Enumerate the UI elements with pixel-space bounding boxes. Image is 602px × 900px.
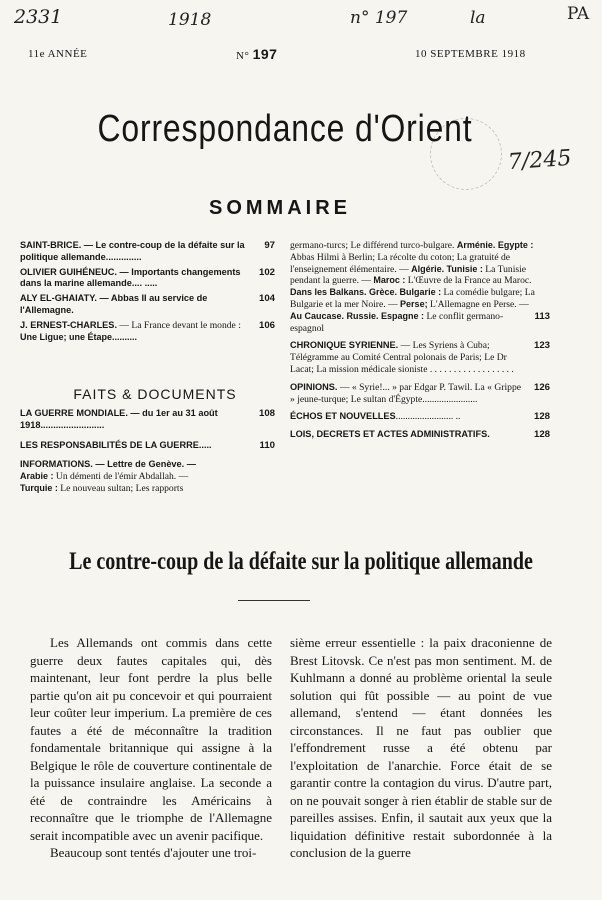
toc-entry-guiheneuc[interactable]: OLIVIER GUIHÉNEUC. — Importants changements dans la marine allemande.... ..... 102 [20, 266, 275, 289]
toc-entry-el-ghaiaty[interactable]: ALY EL-GHAIATY. — Abbas II au service de l'Allemagne. 104 [20, 293, 275, 315]
handwritten-corner-mark: PA [567, 4, 590, 24]
issue-date: 10 SEPTEMBRE 1918 [415, 48, 526, 60]
handwritten-issue-number: n° 197 [350, 8, 408, 28]
toc-left-column [20, 240, 275, 346]
section-heading-faits: FAITS & DOCUMENTS [73, 386, 237, 402]
toc-entry-lois[interactable]: LOIS, DECRETS ET ACTES ADMINISTRATIFS. 128 [290, 429, 550, 441]
toc-entry-informations[interactable]: INFORMATIONS. — Lettre de Genève. — Arabie : Un démenti de l'émir Abdallah. — Turquie : Le nouveau sultan; Les rapports [20, 459, 196, 494]
title-rule [238, 600, 310, 601]
article-column-right [290, 634, 552, 862]
toc-entry-responsabilites[interactable]: LES RESPONSABILITÉS DE LA GUERRE..... 110 [20, 439, 275, 451]
toc-entry-opinions[interactable]: OPINIONS. — « Syrie!... » par Edgar P. Tawil. La « Grippe » jeune-turque; Le sultan d'Égypte....................... 126 [290, 381, 550, 405]
contents-heading: SOMMAIRE [209, 197, 351, 219]
article-paragraph: sième erreur essentielle : la paix draconienne de Brest Litovsk. Ce n'est pas mon sentiment. M. de Kuhlmann a donné au problème oriental la seule solution qui fût possible — au point de vue allemand, s'entend — étant données les circonstances. Il ne faut pas oublier que l'effondrement russe a été obtenu par l'exploitation de l'anarchie. Force était de se garantir contre la contagion du virus. D'autre part, on ne pouvait songer à rien établir de stable sur de pareilles assises. Enfin, il sautait aux yeux que la liquidation définitive restait subordonnée à la conclusion de la guerre [290, 635, 552, 860]
toc-entry-saint-brice[interactable]: SAINT-BRICE. — Le contre-coup de la défaite sur la politique allemande.............. 97 [20, 240, 275, 262]
handwritten-letter: la [470, 8, 486, 28]
toc-entry-guerre-mondiale[interactable]: LA GUERRE MONDIALE. — du 1er au 31 août 1918......................... 108 [20, 408, 275, 430]
toc-entry-ernest-charles[interactable]: J. ERNEST-CHARLES. — La France devant le monde : Une Ligue; une Étape.......... 106 [20, 319, 275, 342]
article-title: Le contre-coup de la défaite sur la politique allemande [69, 548, 533, 575]
toc-left-column-2 [20, 408, 275, 498]
article-paragraph: Les Allemands ont commis dans cette guerre deux fautes capitales qui, dès maintenant, leur font perdre la plus belle partie qu'on ait pu concevoir et qui pourraient leur coûter leur imperium. La première de ces fautes a été de méconnaître la tradition fondamentale britannique qui assigne à la Belgique le rôle de couverture continentale de la puissance insulaire anglaise. La seconde a été de contraindre les Américains à reconnaître que le triomphe de l'Allemagne serait incompatible avec un avenir pacifique. [30, 635, 272, 843]
masthead-title: Correspondance d'Orient [97, 108, 473, 150]
handwritten-catalog-number: 2331 [14, 6, 63, 28]
volume-year: 11e ANNÉE [28, 48, 88, 60]
handwritten-year: 1918 [168, 10, 212, 30]
toc-entry-chronique-syrienne[interactable]: CHRONIQUE SYRIENNE. — Les Syriens à Cuba; Télégramme au Comité Central polonais de Paris; Le Dr Lacat; La mission médicale sioniste . . . . . . . . . . . . . . . . . . 123 [290, 340, 550, 375]
article-column-left [30, 634, 272, 862]
toc-entry-informations-cont[interactable]: germano-turcs; Le différend turco-bulgare. Arménie. Egypte : Abbas Hilmi à Berlin; La récolte du coton; La gratuité de l'enseignement élémentaire. — Algérie. Tunisie : La Tunisie pendant la guerre. — Maroc : L'Œuvre de la France au Maroc. Dans les Balkans. Grèce. Bulgarie : La comédie bulgare; La Bulgarie et la mer Noire. — Perse; L'Allemagne en Perse. — Au Caucase. Russie. Espagne : Le conflit germano-espagnol 113 [290, 240, 550, 334]
toc-entry-echos[interactable]: ÉCHOS ET NOUVELLES........................ .. 128 [290, 411, 550, 423]
article-paragraph: Beaucoup sont tentés d'ajouter une troi- [50, 845, 257, 860]
handwritten-side-mark: 7/245 [507, 145, 573, 176]
issue-number: N° 197 [236, 46, 278, 62]
toc-right-column [290, 240, 550, 444]
